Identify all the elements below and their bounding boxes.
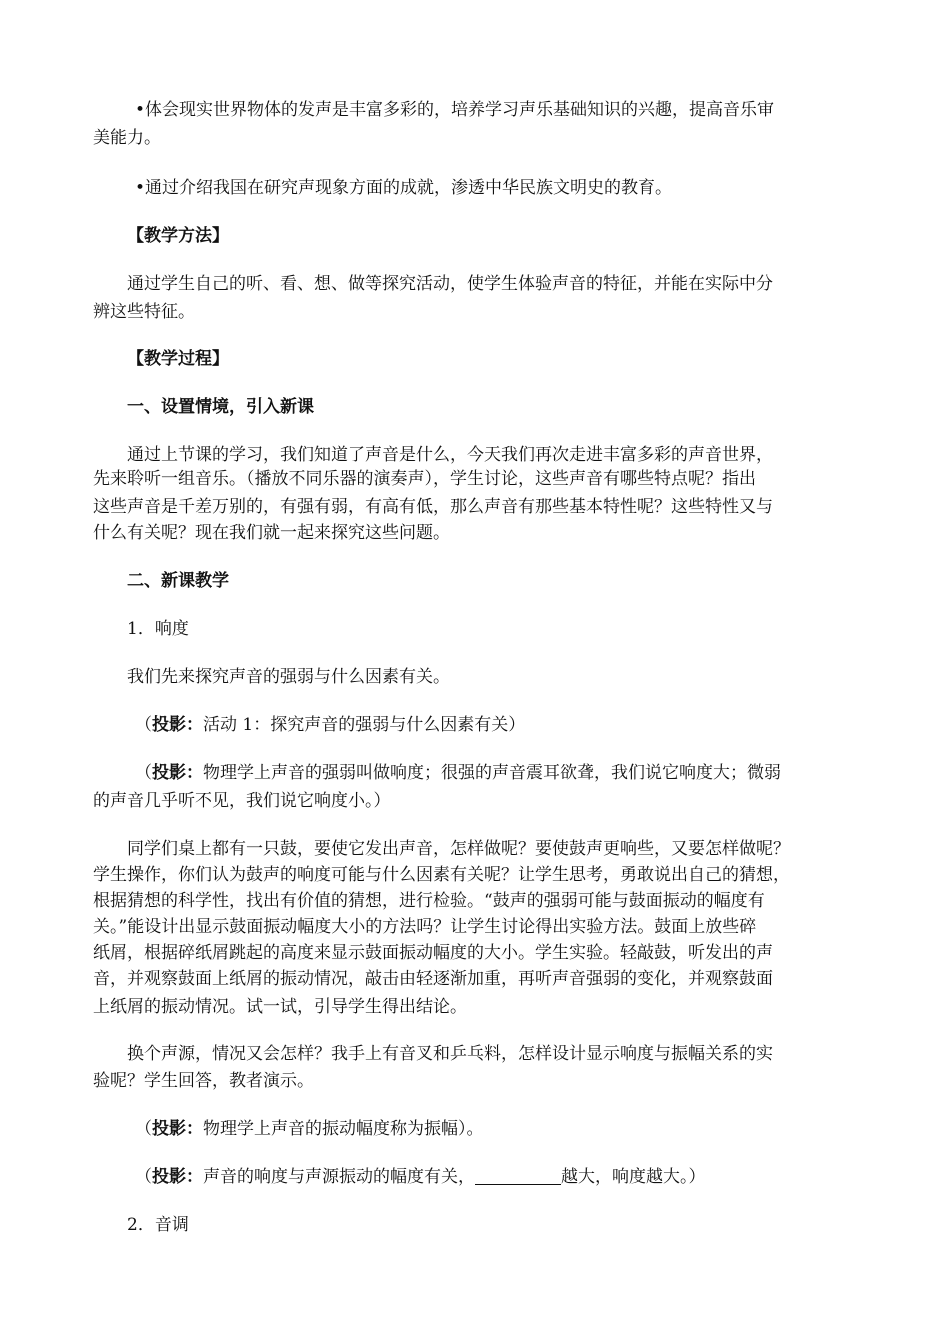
method-line-2: 辨这些特征。: [93, 302, 195, 322]
drum-line: 上纸屑的振动情况。试一试，引导学生得出结论。: [93, 997, 467, 1017]
source-line: 换个声源，情况又会怎样？我手上有音叉和乒乓料，怎样设计显示响度与振幅关系的实: [127, 1044, 773, 1064]
fill-in-blank: [475, 1166, 561, 1185]
projection-2: [93, 759, 863, 787]
drum-line: 根据猜想的科学性，找出有价值的猜想，进行检验。“鼓声的强弱可能与鼓面振动的幅度有: [93, 891, 765, 911]
intro-line: 这些声音是千差万别的，有强有弱，有高有低，那么声音有那些基本特性呢？这些特性又与: [93, 497, 773, 517]
projection-label: 投影：: [152, 1119, 203, 1139]
goal-1-line-2: 美能力。: [93, 128, 161, 148]
projection-text: 声音的响度与声源振动的幅度有关，: [203, 1167, 475, 1187]
intro-line: 先来聆听一组音乐。（播放不同乐器的演奏声），学生讨论，这些声音有哪些特点呢？指出: [93, 469, 756, 489]
goal-2: •通过介绍我国在研究声现象方面的成就，渗透中华民族文明史的教育。: [135, 178, 673, 198]
projection-label: 投影：: [152, 763, 203, 783]
heading-process: 【教学过程】: [127, 349, 229, 369]
projection-text: 物理学上声音的振动幅度称为振幅）。: [203, 1119, 484, 1139]
projection-open: （: [135, 1119, 152, 1139]
projection-label: 投影：: [152, 1167, 203, 1187]
projection-open: （: [135, 715, 152, 735]
section-1-title: 一、设置情境，引入新课: [127, 397, 314, 417]
goal-1-line-1: •体会现实世界物体的发声是丰富多彩的，培养学习声乐基础知识的兴趣，提高音乐审: [135, 100, 775, 120]
projection-open: （: [135, 1167, 152, 1187]
source-line: 验呢？学生回答，教者演示。: [93, 1071, 314, 1091]
drum-line: 纸屑，根据碎纸屑跳起的高度来显示鼓面振动幅度的大小。学生实验。轻敲鼓，听发出的声: [93, 943, 773, 963]
projection-open: （: [135, 763, 152, 783]
drum-line: 音，并观察鼓面上纸屑的振动情况，敲击由轻逐渐加重，再听声音强弱的变化，并观察鼓面: [93, 969, 773, 989]
intro-line: 什么有关呢？现在我们就一起来探究这些问题。: [93, 523, 450, 543]
item-2-pitch: 2．音调: [127, 1215, 189, 1235]
projection-text: 越大，响度越大。）: [561, 1167, 706, 1187]
projection-1: [93, 711, 863, 739]
drum-line: 关。”能设计出显示鼓面振动幅度大小的方法吗？让学生讨论得出实验方法。鼓面上放些碎: [93, 917, 757, 937]
projection-2-line-2: 的声音几乎听不见，我们说它响度小。）: [93, 791, 391, 811]
section-2-title: 二、新课教学: [127, 571, 229, 591]
projection-text: 活动 1：探究声音的强弱与什么因素有关）: [203, 715, 526, 735]
method-line-1: 通过学生自己的听、看、想、做等探究活动，使学生体验声音的特征，并能在实际中分: [127, 274, 773, 294]
projection-4: [93, 1163, 863, 1191]
loudness-intro: 我们先来探究声音的强弱与什么因素有关。: [127, 667, 450, 687]
projection-label: 投影：: [152, 715, 203, 735]
intro-line: 通过上节课的学习，我们知道了声音是什么，今天我们再次走进丰富多彩的声音世界，: [127, 445, 773, 465]
projection-text: 物理学上声音的强弱叫做响度；很强的声音震耳欲聋，我们说它响度大；微弱: [203, 763, 781, 783]
drum-line: 学生操作，你们认为鼓声的响度可能与什么因素有关呢？让学生思考，勇敢说出自己的猜想，: [93, 865, 790, 885]
item-1-loudness: 1．响度: [127, 619, 189, 639]
heading-method: 【教学方法】: [127, 226, 229, 246]
projection-3: [93, 1115, 863, 1143]
drum-line: 同学们桌上都有一只鼓，要使它发出声音，怎样做呢？要使鼓声更响些，又要怎样做呢？: [127, 839, 790, 859]
